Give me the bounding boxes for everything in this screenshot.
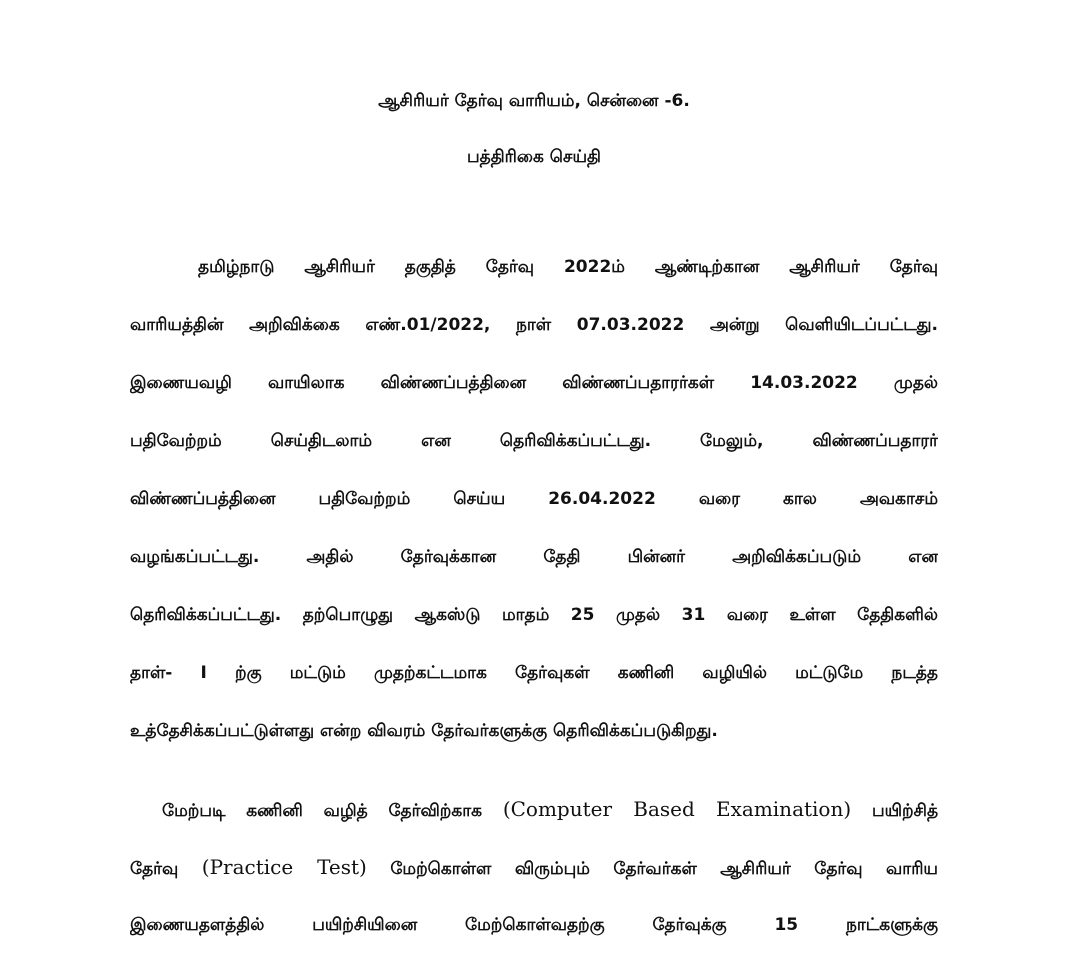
document-heading-press-release: பத்திரிகை செய்தி bbox=[467, 147, 601, 167]
paragraph-line bbox=[130, 838, 938, 896]
text-segment-latin: (Practice Test) bbox=[201, 855, 367, 879]
paragraph-line: தெரிவிக்கப்பட்டது. தற்பொழுது ஆகஸ்டு மாதம் 25 முதல் 31 வரை உள்ள தேதிகளில் bbox=[130, 605, 938, 625]
text-segment: பயிற்சித் bbox=[871, 801, 938, 821]
paragraph-line bbox=[130, 780, 938, 838]
document-heading-board: ஆசிரியர் தேர்வு வாரியம், சென்னை -6. bbox=[378, 91, 690, 111]
text-segment: மேற்படி கணினி வழித் தேர்விற்காக bbox=[162, 801, 483, 821]
paragraph-line: வாரியத்தின் அறிவிக்கை எண்.01/2022, நாள் 07.03.2022 அன்று வெளியிடப்பட்டது. bbox=[130, 315, 938, 335]
text-segment-latin: (Computer Based Examination) bbox=[502, 797, 852, 821]
paragraph-line: தாள்- I ற்கு மட்டும் முதற்கட்டமாக தேர்வுகள் கணினி வழியில் மட்டுமே நடத்த bbox=[130, 663, 938, 683]
paragraph-line: வழங்கப்பட்டது. அதில் தேர்வுக்கான தேதி பின்னர் அறிவிக்கப்படும் என bbox=[130, 547, 938, 567]
paragraph-line: பதிவேற்றம் செய்திடலாம் என தெரிவிக்கப்பட்டது. மேலும், விண்ணப்பதாரர் bbox=[130, 431, 938, 451]
paragraph-announcement bbox=[130, 238, 938, 760]
paragraph-line: தமிழ்நாடு ஆசிரியர் தகுதித் தேர்வு 2022ம் ஆண்டிற்கான ஆசிரியர் தேர்வு bbox=[198, 257, 938, 277]
paragraph-line: விண்ணப்பத்தினை பதிவேற்றம் செய்ய 26.04.2022 வரை கால அவகாசம் bbox=[130, 489, 938, 509]
paragraph-line: இணையவழி வாயிலாக விண்ணப்பத்தினை விண்ணப்பதாரர்கள் 14.03.2022 முதல் bbox=[130, 373, 938, 393]
paragraph-line: உத்தேசிக்கப்பட்டுள்ளது என்ற விவரம் தேர்வர்களுக்கு தெரிவிக்கப்படுகிறது. bbox=[130, 721, 718, 741]
paragraph-practice-test bbox=[130, 780, 938, 954]
text-segment: மேற்கொள்ள விரும்பும் தேர்வர்கள் ஆசிரியர் தேர்வு வாரிய bbox=[390, 859, 938, 879]
text-segment: தேர்வு bbox=[130, 859, 179, 879]
paragraph-line-partial: இணையதளத்தில் பயிற்சியினை மேற்கொள்வதற்கு தேர்வுக்கு 15 நாட்களுக்கு bbox=[130, 915, 938, 935]
